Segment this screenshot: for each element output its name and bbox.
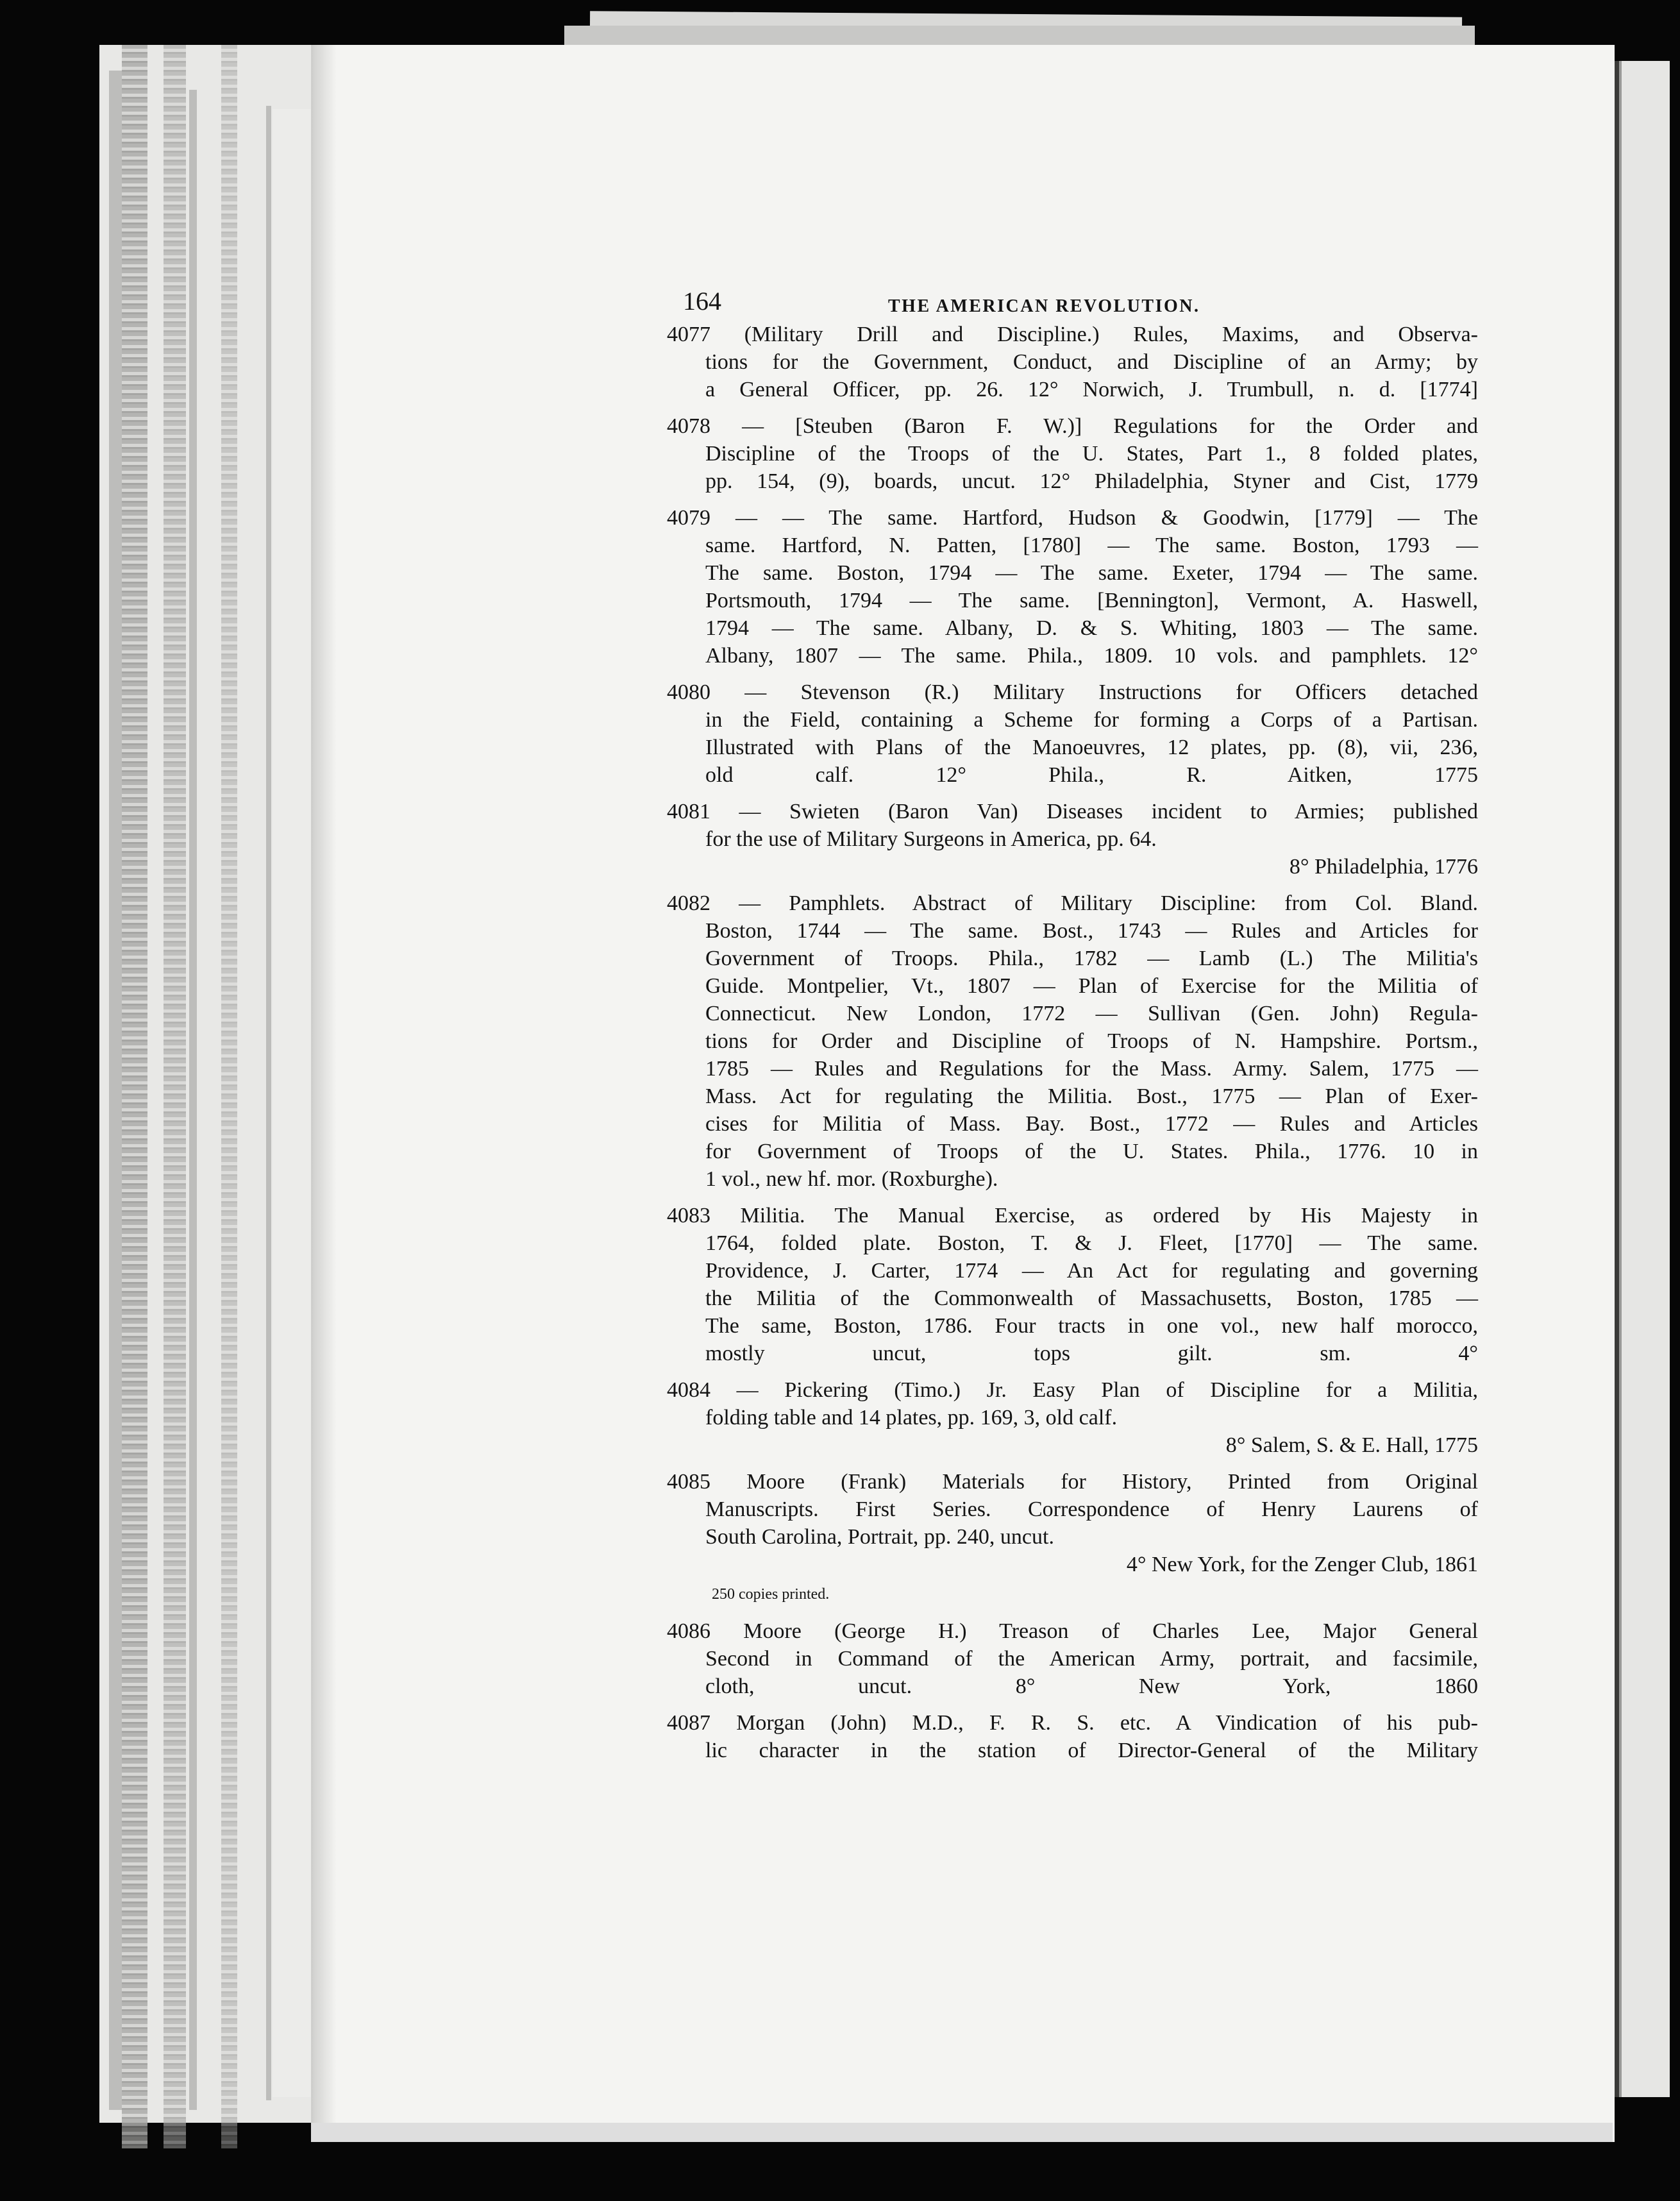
entry-line: lic character in the station of Director-General of the Military <box>705 1739 1478 1762</box>
entry-line: 4° New York, for the Zenger Club, 1861 <box>1126 1553 1478 1576</box>
entry-line: South Carolina, Portrait, pp. 240, uncut. <box>705 1525 1054 1549</box>
entry-line: Portsmouth, 1794 — The same. [Bennington], Vermont, A. Haswell, <box>705 589 1478 612</box>
entry-line: Discipline of the Troops of the U. States, Part 1., 8 folded plates, <box>705 442 1478 466</box>
entry-line: 4085 Moore (Frank) Materials for History, Printed from Original <box>667 1470 1478 1494</box>
catalog-entry-4079 <box>654 504 1478 670</box>
entry-line: 4079 — — The same. Hartford, Hudson & Goodwin, [1779] — The <box>667 506 1478 530</box>
catalog-entry-4082 <box>654 890 1478 1193</box>
catalog-entry-4077 <box>654 321 1478 403</box>
entry-line: Albany, 1807 — The same. Phila., 1809. 10 vols. and pamphlets. 12° <box>705 644 1478 668</box>
entry-line: 1 vol., new hf. mor. (Roxburghe). <box>705 1167 998 1191</box>
entry-line: mostly uncut, tops gilt. sm. 4° <box>705 1342 1478 1365</box>
entry-line: folding table and 14 plates, pp. 169, 3, old calf. <box>705 1406 1118 1429</box>
entry-line: 4081 — Swieten (Baron Van) Diseases incident to Armies; published <box>667 800 1478 823</box>
catalog-entry-4086 <box>654 1617 1478 1700</box>
entry-line: in the Field, containing a Scheme for forming a Corps of a Partisan. <box>705 708 1478 732</box>
entry-line: a General Officer, pp. 26. 12° Norwich, J. Trumbull, n. d. [1774] <box>705 378 1478 401</box>
catalog-entry-4081 <box>654 798 1478 881</box>
entry-line: 4083 Militia. The Manual Exercise, as ordered by His Majesty in <box>667 1204 1478 1227</box>
page-edges-stack <box>38 45 321 2148</box>
entry-line: for the use of Military Surgeons in America, pp. 64. <box>705 827 1157 851</box>
page-bottom-edge <box>311 2123 1613 2142</box>
entry-line: same. Hartford, N. Patten, [1780] — The same. Boston, 1793 — <box>705 534 1478 557</box>
running-title: THE AMERICAN REVOLUTION. <box>888 296 1200 316</box>
catalog-entry-4083 <box>654 1202 1478 1367</box>
entry-line: Boston, 1744 — The same. Bost., 1743 — Rules and Articles for <box>705 919 1478 943</box>
entry-line: 1785 — Rules and Regulations for the Mass. Army. Salem, 1775 — <box>705 1057 1478 1081</box>
entry-line: 4086 Moore (George H.) Treason of Charles Lee, Major General <box>667 1619 1478 1643</box>
entry-line: 4077 (Military Drill and Discipline.) Rules, Maxims, and Observa- <box>667 323 1478 346</box>
entry-line: Manuscripts. First Series. Correspondence of Henry Laurens of <box>705 1497 1478 1521</box>
entry-line: 1764, folded plate. Boston, T. & J. Fleet, [1770] — The same. <box>705 1231 1478 1255</box>
entry-line: Mass. Act for regulating the Militia. Bost., 1775 — Plan of Exer- <box>705 1084 1478 1108</box>
entry-note: 250 copies printed. <box>712 1586 830 1603</box>
entry-line: Connecticut. New London, 1772 — Sullivan (Gen. John) Regula- <box>705 1002 1478 1025</box>
catalog-entry-4078 <box>654 412 1478 495</box>
entry-line: The same, Boston, 1786. Four tracts in one vol., new half morocco, <box>705 1314 1478 1338</box>
entry-line: 4082 — Pamphlets. Abstract of Military Discipline: from Col. Bland. <box>667 891 1478 915</box>
entry-line: Government of Troops. Phila., 1782 — Lamb (L.) The Militia's <box>705 947 1478 970</box>
catalog-entry-4080 <box>654 679 1478 789</box>
entry-line: The same. Boston, 1794 — The same. Exeter, 1794 — The same. <box>705 561 1478 585</box>
entry-line: cloth, uncut. 8° New York, 1860 <box>705 1674 1478 1698</box>
catalog-entry-4085 <box>654 1468 1478 1608</box>
entry-line: 1794 — The same. Albany, D. & S. Whiting, 1803 — The same. <box>705 616 1478 640</box>
entry-line: 4080 — Stevenson (R.) Military Instructions for Officers detached <box>667 680 1478 704</box>
entry-line: 8° Philadelphia, 1776 <box>1289 855 1478 879</box>
page-number: 164 <box>683 287 721 316</box>
entry-line: old calf. 12° Phila., R. Aitken, 1775 <box>705 763 1478 787</box>
page-curl-shadow <box>311 45 337 2142</box>
catalog-text-block <box>654 282 1478 1773</box>
entry-line: for Government of Troops of the U. States. Phila., 1776. 10 in <box>705 1140 1478 1163</box>
catalog-entry-4084 <box>654 1376 1478 1459</box>
running-head <box>667 282 1478 321</box>
entry-line: 4078 — [Steuben (Baron F. W.)] Regulations for the Order and <box>667 414 1478 438</box>
entry-line: Illustrated with Plans of the Manoeuvres, 12 plates, pp. (8), vii, 236, <box>705 736 1478 759</box>
entry-line: Second in Command of the American Army, portrait, and facsimile, <box>705 1647 1478 1671</box>
entry-line: Guide. Montpelier, Vt., 1807 — Plan of Exercise for the Militia of <box>705 974 1478 998</box>
entry-line: tions for the Government, Conduct, and Discipline of an Army; by <box>705 350 1478 374</box>
entry-line: 4087 Morgan (John) M.D., F. R. S. etc. A Vindication of his pub- <box>667 1711 1478 1735</box>
entry-line: tions for Order and Discipline of Troops of N. Hampshire. Portsm., <box>705 1029 1478 1053</box>
entry-line: 4084 — Pickering (Timo.) Jr. Easy Plan of Discipline for a Militia, <box>667 1378 1478 1402</box>
entry-line: the Militia of the Commonwealth of Massachusetts, Boston, 1785 — <box>705 1286 1478 1310</box>
entry-line: cises for Militia of Mass. Bay. Bost., 1772 — Rules and Articles <box>705 1112 1478 1136</box>
next-page-edge <box>1619 61 1670 2097</box>
entry-line: Providence, J. Carter, 1774 — An Act for regulating and governing <box>705 1259 1478 1283</box>
entry-line: pp. 154, (9), boards, uncut. 12° Philadelphia, Styner and Cist, 1779 <box>705 469 1478 493</box>
catalog-entry-4087 <box>654 1709 1478 1764</box>
entry-line: 8° Salem, S. & E. Hall, 1775 <box>1225 1433 1478 1457</box>
